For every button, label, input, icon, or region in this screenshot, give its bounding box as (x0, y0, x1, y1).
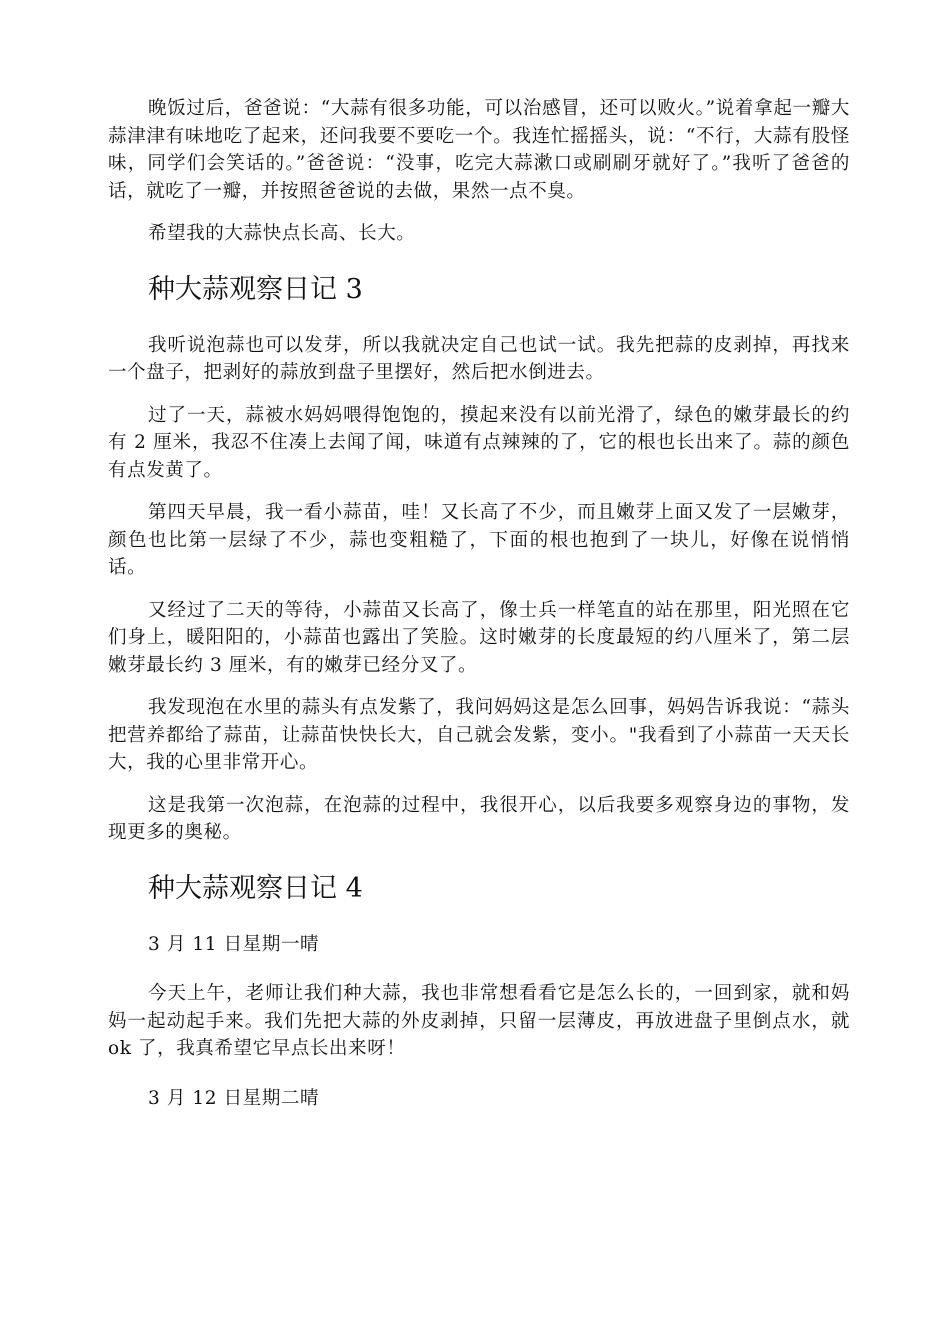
paragraph: 希望我的大蒜快点长高、长大。 (148, 223, 416, 244)
paragraph: 今天上午，老师让我们种大蒜，我也非常想看看它是怎么长的，一回到家，就和妈妈一起动起手来。我们先把大蒜的外皮剥掉，只留一层薄皮，再放进盘子里倒点水，就 ok 了，我真希望它早点长出来呀！ (108, 983, 850, 1059)
section-heading: 种大蒜观察日记 3 (148, 273, 363, 305)
paragraph: 我发现泡在水里的蒜头有点发紫了，我问妈妈这是怎么回事，妈妈告诉我说：“蒜头把营养都给了蒜苗，让蒜苗快快长大，自己就会发紫，变小。"我看到了小蒜苗一天天长大，我的心里非常开心。 (108, 697, 850, 773)
paragraph: 又经过了二天的等待，小蒜苗又长高了，像士兵一样笔直的站在那里，阳光照在它们身上，暖阳阳的，小蒜苗也露出了笑脸。这时嫩芽的长度最短的约八厘米了，第二层嫩芽最长约 3 厘米，有的嫩芽已经分叉了。 (108, 599, 850, 676)
diary-date: 3 月 12 日星期二晴 (148, 1087, 320, 1109)
document-page (108, 95, 850, 1134)
paragraph: 过了一天，蒜被水妈妈喂得饱饱的，摸起来没有以前光滑了，绿色的嫩芽最长的约有 2 厘米，我忍不住凑上去闻了闻，味道有点辣辣的了，它的根也长出来了。蒜的颜色有点发黄了。 (108, 404, 850, 481)
paragraph: 这是我第一次泡蒜，在泡蒜的过程中，我很开心，以后我要多观察身边的事物，发现更多的奥秘。 (108, 794, 850, 843)
paragraph: 第四天早晨，我一看小蒜苗，哇！又长高了不少，而且嫩芽上面又发了一层嫩芽，颜色也比第一层绿了不少，蒜也变粗糙了，下面的根也抱到了一块儿，好像在说悄悄话。 (108, 502, 850, 578)
paragraph: 我听说泡蒜也可以发芽，所以我就决定自己也试一试。我先把蒜的皮剥掉，再找来一个盘子，把剥好的蒜放到盘子里摆好，然后把水倒进去。 (108, 334, 850, 383)
section-heading: 种大蒜观察日记 4 (148, 872, 363, 904)
paragraph: 晚饭过后，爸爸说：“大蒜有很多功能，可以治感冒，还可以败火。”说着拿起一瓣大蒜津津有味地吃了起来，还问我要不要吃一个。我连忙摇摇头，说：“不行，大蒜有股怪味，同学们会笑话的。”爸爸说：“没事，吃完大蒜漱口或刷刷牙就好了。”我听了爸爸的话，就吃了一瓣，并按照爸爸说的去做，果然一点不臭。 (108, 98, 850, 202)
diary-date: 3 月 11 日星期一晴 (148, 933, 320, 955)
